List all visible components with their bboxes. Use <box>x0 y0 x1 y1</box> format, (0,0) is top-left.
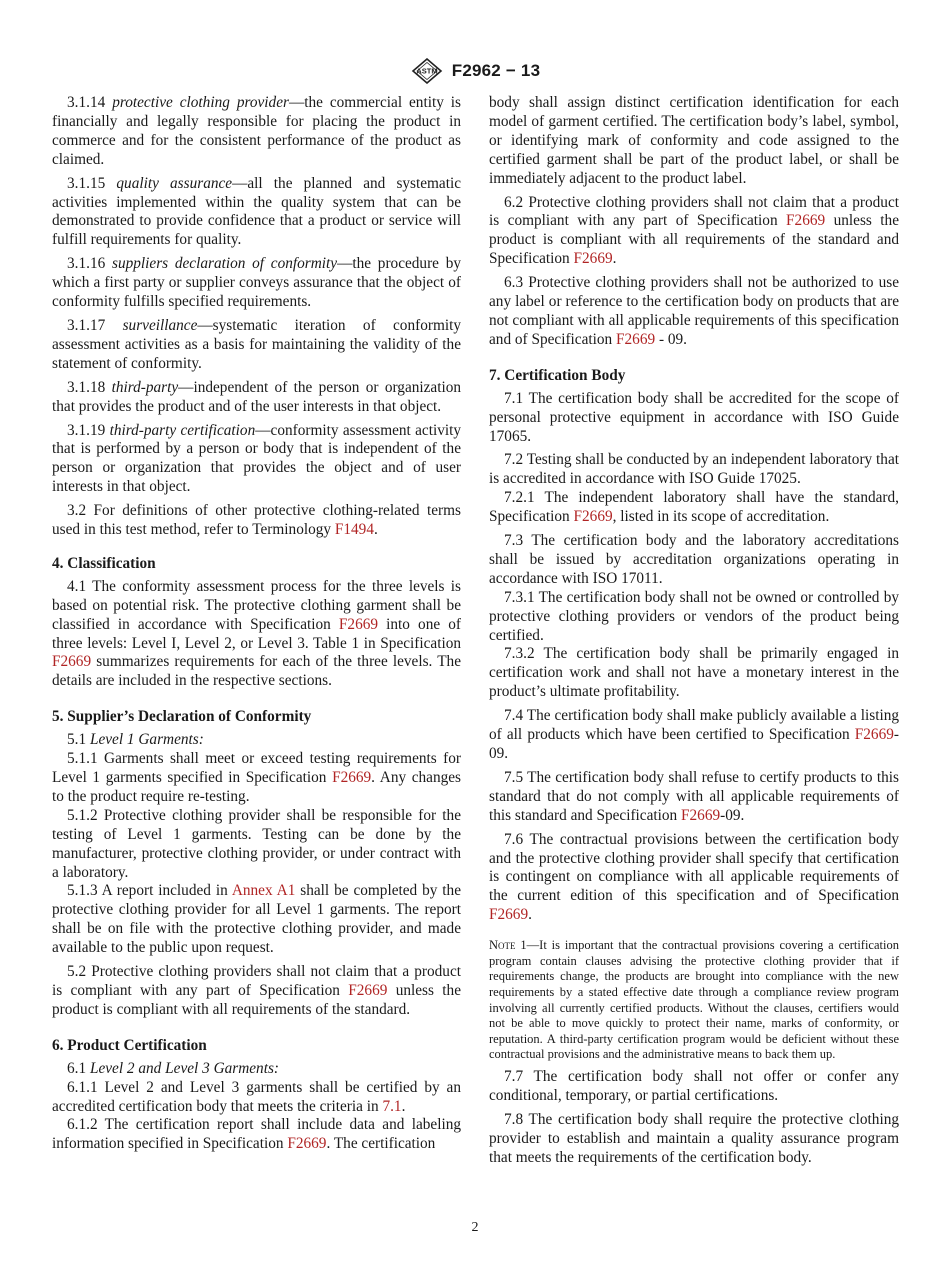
paragraph-4-1: 4.1 The conformity assessment process for the three levels is based on potential risk. The protective clothing garment shall be classified in accordance with Specification F2669 into one of three levels: Level I, Level 2, or Level 3. Table 1 in Specification F2669 summarizes requirements for each of the three levels. The details are included in the respective sections. <box>52 577 461 690</box>
section-heading-4: 4. Classification <box>52 554 156 572</box>
link-section-7-1[interactable]: 7.1 <box>382 1097 402 1115</box>
link-f2669[interactable]: F2669 <box>332 769 372 786</box>
link-f2669[interactable]: F2669 <box>786 212 826 230</box>
astm-logo-icon <box>410 58 444 84</box>
link-f2669[interactable]: F2669 <box>287 1135 327 1153</box>
definition-3-1-14: 3.1.14 protective clothing provider—the commercial entity is financially and legally responsible for placing the product in commerce and for the consistent performance of the product as claimed. <box>52 94 461 168</box>
definition-3-1-17: 3.1.17 surveillance—systematic iteration of conformity assessment activities as a basis for maintaining the validity of the statement of conformity. <box>52 316 461 372</box>
paragraph-7-7: 7.7 The certification body shall not offer or confer any conditional, temporary, or partial certifications. <box>489 1067 899 1104</box>
paragraph-5-1-3: 5.1.3 A report included in Annex A1 shall be completed by the protective clothing provider for all Level 1 garments. The report shall be on file with the protective clothing provider, and made available to the public upon request. <box>52 882 461 957</box>
definition-3-1-18: 3.1.18 third-party—independent of the person or organization that provides the product and of the user interests in that object. <box>52 378 462 415</box>
section-heading-6: 6. Product Certification <box>52 1036 207 1054</box>
link-f2669[interactable]: F2669 <box>681 806 721 824</box>
paragraph-6-3: 6.3 Protective clothing providers shall not be authorized to use any label or reference to the certification body on products that are not compliant with all applicable requirements of this specification and of Specification F2669 - 09. <box>489 274 899 348</box>
right-column <box>489 94 899 1172</box>
definition-3-1-19: 3.1.19 third-party certification—conformity assessment activity that is performed by a person or body that is independent of the person or organization that provides the object and of user interests in that object. <box>52 421 461 496</box>
link-f2669[interactable]: F2669 <box>616 330 656 348</box>
page-header <box>0 56 950 86</box>
link-f2669[interactable]: F2669 <box>573 508 613 526</box>
paragraph-7-3-1: 7.3.1 The certification body shall not be owned or controlled by protective clothing providers or vendors of the product being certified. <box>489 588 899 644</box>
page-number: 2 <box>471 1220 479 1235</box>
paragraph-6-1-1: 6.1.1 Level 2 and Level 3 garments shall be certified by an accredited certification body that meets the criteria in 7.1. <box>52 1078 461 1115</box>
link-f2669[interactable]: F2669 <box>489 906 529 924</box>
paragraph-6-1-2: 6.1.2 The certification report shall include data and labeling information specified in Specification F2669. The certification <box>52 1116 461 1153</box>
definition-3-1-15: 3.1.15 quality assurance—all the planned and systematic activities implemented within the quality system that can be demonstrated to provide confidence that a product or service will fulfill requirements for quality. <box>52 174 462 249</box>
note-1: Note 1—It is important that the contractual provisions covering a certification program contain clauses advising the protective clothing provider that if requirements change, the products are brought into compliance with the new requirements by a stated effective date through a compliance review program involving all currently certified products. Without the clauses, certifiers would not be able to move quickly to protect their name, marks of conformity, or reputation. A third-party certification program would be deficient without these contractual provisions and the administrative means to back them up. <box>489 938 899 1062</box>
document-designation: F2962 − 13 <box>451 61 541 80</box>
paragraph-6-1: 6.1 Level 2 and Level 3 Garments: <box>67 1059 279 1077</box>
link-f2669[interactable]: F2669 <box>348 981 388 999</box>
paragraph-5-1: 5.1 Level 1 Garments: <box>67 731 204 749</box>
logo-text: ASTM <box>416 66 438 76</box>
paragraph-7-6: 7.6 The contractual provisions between the certification body and the protective clothing provider shall specify that certification is contingent on compliance with all applicable requirements of the current edition of this specification and of Specification F2669. <box>489 830 899 924</box>
link-f2669[interactable]: F2669 <box>338 615 379 633</box>
link-f2669[interactable]: F2669 <box>854 726 894 744</box>
paragraph-7-2: 7.2 Testing shall be conducted by an independent laboratory that is accredited in accordance with ISO Guide 17025. <box>489 451 899 488</box>
section-heading-5: 5. Supplier’s Declaration of Conformity <box>52 708 312 726</box>
link-f2669[interactable]: F2669 <box>573 250 613 268</box>
paragraph-5-1-1: 5.1.1 Garments shall meet or exceed testing requirements for Level 1 garments specified in Specification F2669. Any changes to the product require re-testing. <box>52 750 461 805</box>
paragraph-6-1-2-continued: body shall assign distinct certification identification for each model of garment certified. The certification body’s label, symbol, or identifying mark of conformity and code assigned to the certified garment shall be part of the product label, or shall be immediately adjacent to the product label. <box>489 94 899 187</box>
section-heading-7: 7. Certification Body <box>489 366 626 384</box>
left-column <box>52 94 461 1154</box>
paragraph-7-3-2: 7.3.2 The certification body shall be primarily engaged in certification work and shall not have a monetary interest in the product’s ultimate profitability. <box>489 645 899 701</box>
paragraph-3-2: 3.2 For definitions of other protective clothing-related terms used in this test method, refer to Terminology F1494. <box>52 502 461 539</box>
definition-3-1-16: 3.1.16 suppliers declaration of conformity—the procedure by which a first party or supplier conveys assurance that the object of conformity fulfills specified requirements. <box>52 255 461 311</box>
link-f2669[interactable]: F2669 <box>52 653 92 671</box>
paragraph-7-5: 7.5 The certification body shall refuse to certify products to this standard that do not comply with all applicable requirements of this standard and Specification F2669-09. <box>489 768 899 824</box>
paragraph-6-2: 6.2 Protective clothing providers shall not claim that a product is compliant with any part of Specification F2669 unless the product is compliant with all requirements of the standard and Specification F2669. <box>489 193 899 268</box>
paragraph-5-1-2: 5.1.2 Protective clothing provider shall be responsible for the testing of Level 1 garments. Testing can be done by the manufacturer, protective clothing provider, or under contract with a laboratory. <box>52 806 461 881</box>
paragraph-7-8: 7.8 The certification body shall require the protective clothing provider to establish and maintain a quality assurance program that meets the requirements of the certification body. <box>489 1110 899 1166</box>
paragraph-7-1: 7.1 The certification body shall be accredited for the scope of personal protective equipment in accordance with ISO Guide 17065. <box>489 389 899 445</box>
paragraph-5-2: 5.2 Protective clothing providers shall not claim that a product is compliant with any part of Specification F2669 unless the product is compliant with all requirements of the standard. <box>52 963 461 1018</box>
link-f1494[interactable]: F1494 <box>334 521 374 539</box>
link-annex-a1[interactable]: Annex A1 <box>231 882 296 900</box>
paragraph-7-2-1: 7.2.1 The independent laboratory shall have the standard, Specification F2669, listed in its scope of accreditation. <box>489 489 899 526</box>
note-label: Note 1 <box>489 938 527 953</box>
paragraph-7-3: 7.3 The certification body and the laboratory accreditations shall be issued by accreditation organizations operating in accordance with ISO 17011. <box>489 532 899 587</box>
paragraph-7-4: 7.4 The certification body shall make publicly available a listing of all products which have been certified to Specification F2669-09. <box>489 707 899 762</box>
